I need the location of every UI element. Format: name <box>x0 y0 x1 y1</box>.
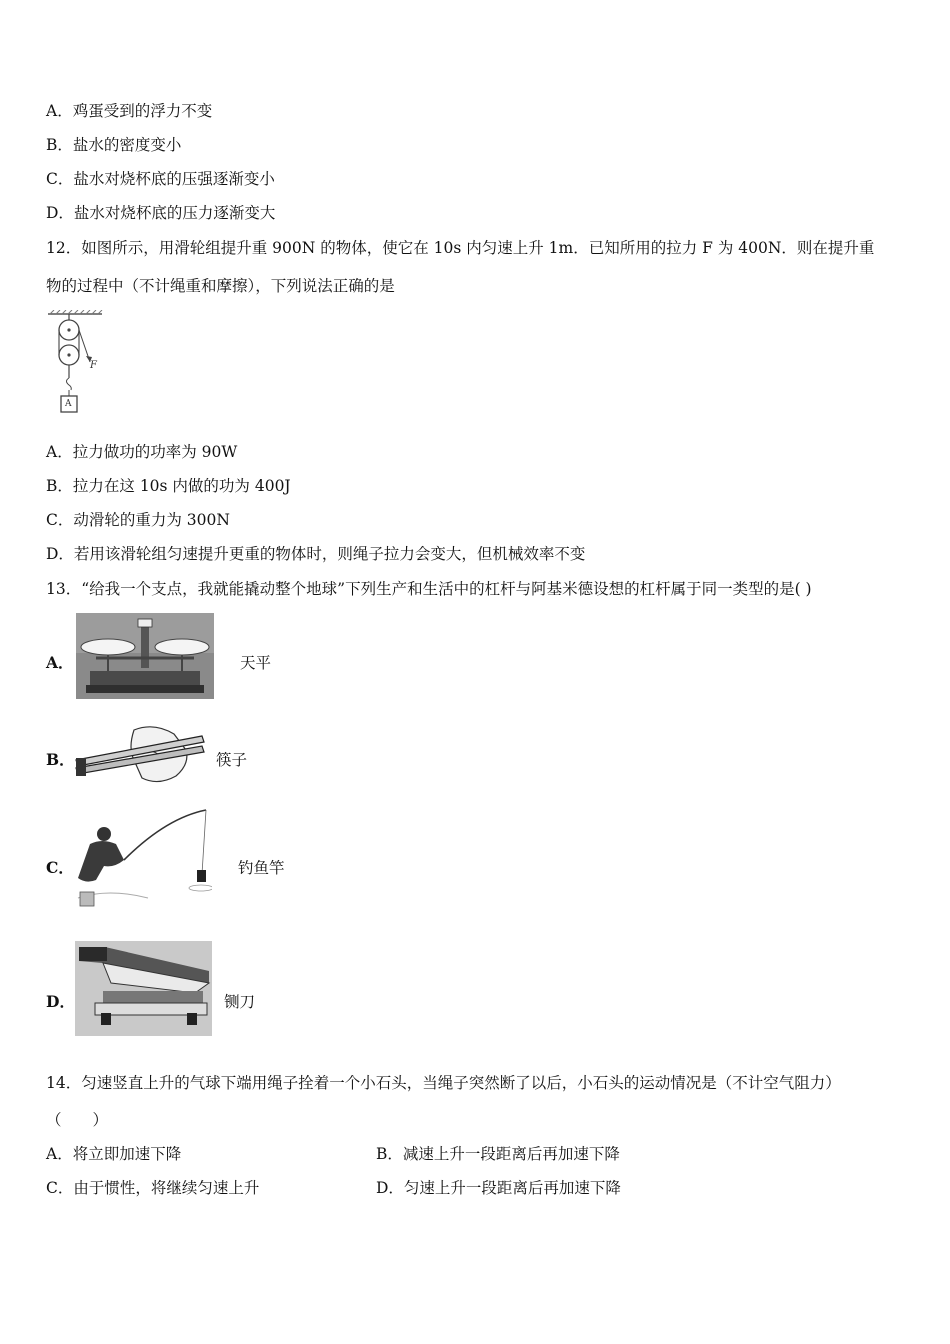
q14-option-b: B．减速上升一段距离后再加速下降 <box>376 1145 620 1163</box>
force-label: F <box>90 360 97 371</box>
q13-option-d-label: 铡刀 <box>224 993 256 1011</box>
q11-option-c: C．盐水对烧杯底的压强逐渐变小 <box>46 170 275 188</box>
q14-stem-line1: 14．匀速竖直上升的气球下端用绳子拴着一个小石头，当绳子突然断了以后，小石头的运动情况是（不计空气阻力） <box>46 1074 841 1092</box>
q12-stem-line1: 12．如图所示，用滑轮组提升重 900N 的物体，使它在 10s 内匀速上升 1m．已知所用的拉力 F 为 400N．则在提升重 <box>46 239 875 257</box>
q12-option-c: C．动滑轮的重力为 300N <box>46 511 230 529</box>
q13-option-d-letter: D． <box>46 992 75 1011</box>
q12-option-d: D．若用该滑轮组匀速提升更重的物体时，则绳子拉力会变大，但机械效率不变 <box>46 545 586 563</box>
q12-stem-line2: 物的过程中（不计绳重和摩擦），下列说法正确的是 <box>46 277 395 295</box>
pulley-system-figure <box>44 310 114 420</box>
balance-scale-icon <box>76 613 214 699</box>
q13-option-c-label: 钓鱼竿 <box>238 859 285 877</box>
q13-option-b-letter: B． <box>46 750 75 769</box>
fishing-rod-icon <box>76 808 212 912</box>
q13-option-b-label: 筷子 <box>216 751 248 769</box>
q12-option-b: B．拉力在这 10s 内做的功为 400J <box>46 477 291 495</box>
q11-option-a: A．鸡蛋受到的浮力不变 <box>46 102 213 120</box>
q14-stem-line2: （ ） <box>46 1111 109 1129</box>
q13-stem: 13．“给我一个支点，我就能撬动整个地球”下列生产和生活中的杠杆与阿基米德设想的杠杆属于同一类型的是( ) <box>46 580 812 598</box>
q12-option-a: A．拉力做功的功率为 90W <box>46 443 238 461</box>
q13-option-c-letter: C． <box>46 858 74 877</box>
guillotine-cutter-icon <box>75 941 212 1036</box>
q13-option-a-letter: A． <box>46 653 74 672</box>
q14-option-a: A．将立即加速下降 <box>46 1145 182 1163</box>
weight-label: A <box>65 399 72 409</box>
q14-option-d: D．匀速上升一段距离后再加速下降 <box>376 1179 621 1197</box>
q14-option-c: C．由于惯性，将继续匀速上升 <box>46 1179 260 1197</box>
q11-option-b: B．盐水的密度变小 <box>46 136 182 154</box>
chopsticks-icon <box>74 722 206 786</box>
q13-option-a-label: 天平 <box>240 654 272 672</box>
q11-option-d: D．盐水对烧杯底的压力逐渐变大 <box>46 204 276 222</box>
